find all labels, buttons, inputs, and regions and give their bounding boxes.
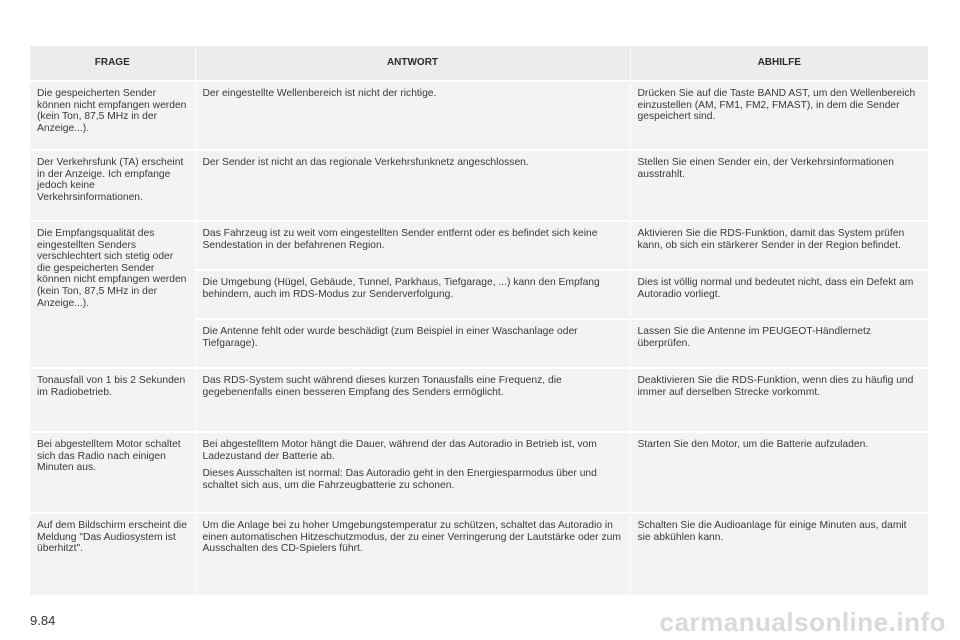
question-cell: Der Verkehrsfunk (TA) erscheint in der Anzeige. Ich empfange jedoch keine Verkehrsinformationen.: [30, 150, 195, 221]
table-row: [30, 513, 928, 595]
remedy-cell: Deaktivieren Sie die RDS-Funktion, wenn dies zu häufig und immer auf derselben Strecke vorkommt.: [630, 368, 928, 432]
answer-cell: Der eingestellte Wellenbereich ist nicht der richtige.: [195, 81, 630, 150]
answer-cell: Um die Anlage bei zu hoher Umgebungstemperatur zu schützen, schaltet das Autoradio in einen automatischen Hitzeschutzmodus, der zu einer Verringerung der Lautstärke oder zum Ausschalten des CD-Spielers führt.: [195, 513, 630, 595]
answer-cell: Die Umgebung (Hügel, Gebäude, Tunnel, Parkhaus, Tiefgarage, ...) kann den Empfang behindern, auch im RDS-Modus zur Senderverfolgung.: [195, 270, 630, 319]
answer-cell: Das RDS-System sucht während dieses kurzen Tonausfalls eine Frequenz, die gegebenenfalls einen besseren Empfang des Senders ermöglicht.: [195, 368, 630, 432]
answer-cell: Das Fahrzeug ist zu weit vom eingestellten Sender entfernt oder es befindet sich keine Sendestation in der befahrenen Region.: [195, 221, 630, 270]
remedy-cell: Lassen Sie die Antenne im PEUGEOT-Händlernetz überprüfen.: [630, 319, 928, 368]
header-answer: ANTWORT: [195, 46, 630, 81]
question-cell: Tonausfall von 1 bis 2 Sekunden im Radiobetrieb.: [30, 368, 195, 432]
answer-paragraph: Dieses Ausschalten ist normal: Das Autoradio geht in den Energiesparmodus über und schaltet sich aus, um die Fahrzeugbatterie zu schonen.: [202, 468, 597, 491]
table-row: [30, 150, 928, 221]
remedy-cell: Dies ist völlig normal und bedeutet nicht, dass ein Defekt am Autoradio vorliegt.: [630, 270, 928, 319]
remedy-cell: Drücken Sie auf die Taste BAND AST, um den Wellenbereich einzustellen (AM, FM1, FM2, FMAST), in dem die Sender gespeichert sind.: [630, 81, 928, 150]
page-number: 9.84: [30, 613, 56, 628]
answer-paragraph: Bei abgestelltem Motor hängt die Dauer, während der das Autoradio in Betrieb ist, vom Ladezustand der Batterie ab.: [202, 439, 597, 462]
header-remedy: ABHILFE: [630, 46, 928, 81]
answer-cell: Der Sender ist nicht an das regionale Verkehrsfunknetz angeschlossen.: [195, 150, 630, 221]
answer-cell: Die Antenne fehlt oder wurde beschädigt (zum Beispiel in einer Waschanlage oder Tiefgarage).: [195, 319, 630, 368]
table-row: [30, 368, 928, 432]
remedy-cell: Aktivieren Sie die RDS-Funktion, damit das System prüfen kann, ob sich ein stärkerer Sender in der Region befindet.: [630, 221, 928, 270]
question-cell: Die gespeicherten Sender können nicht empfangen werden (kein Ton, 87,5 MHz in der Anzeige...).: [30, 81, 195, 150]
watermark: carmanualsonline.info: [659, 607, 946, 637]
answer-cell: [195, 432, 630, 513]
question-cell: Auf dem Bildschirm erscheint die Meldung "Das Audiosystem ist überhitzt".: [30, 513, 195, 595]
remedy-cell: Starten Sie den Motor, um die Batterie aufzuladen.: [630, 432, 928, 513]
table-row: [30, 221, 928, 270]
troubleshooting-table: [30, 46, 928, 595]
table-header-row: [30, 46, 928, 81]
question-cell: Bei abgestelltem Motor schaltet sich das Radio nach einigen Minuten aus.: [30, 432, 195, 513]
question-cell: Die Empfangsqualität des eingestellten Senders verschlechtert sich stetig oder die gespeicherten Sender können nicht empfangen werden (kein Ton, 87,5 MHz in der Anzeige...).: [30, 221, 195, 368]
table-row: [30, 81, 928, 150]
remedy-cell: Stellen Sie einen Sender ein, der Verkehrsinformationen ausstrahlt.: [630, 150, 928, 221]
header-question: FRAGE: [30, 46, 195, 81]
table-row: [30, 432, 928, 513]
remedy-cell: Schalten Sie die Audioanlage für einige Minuten aus, damit sie abkühlen kann.: [630, 513, 928, 595]
